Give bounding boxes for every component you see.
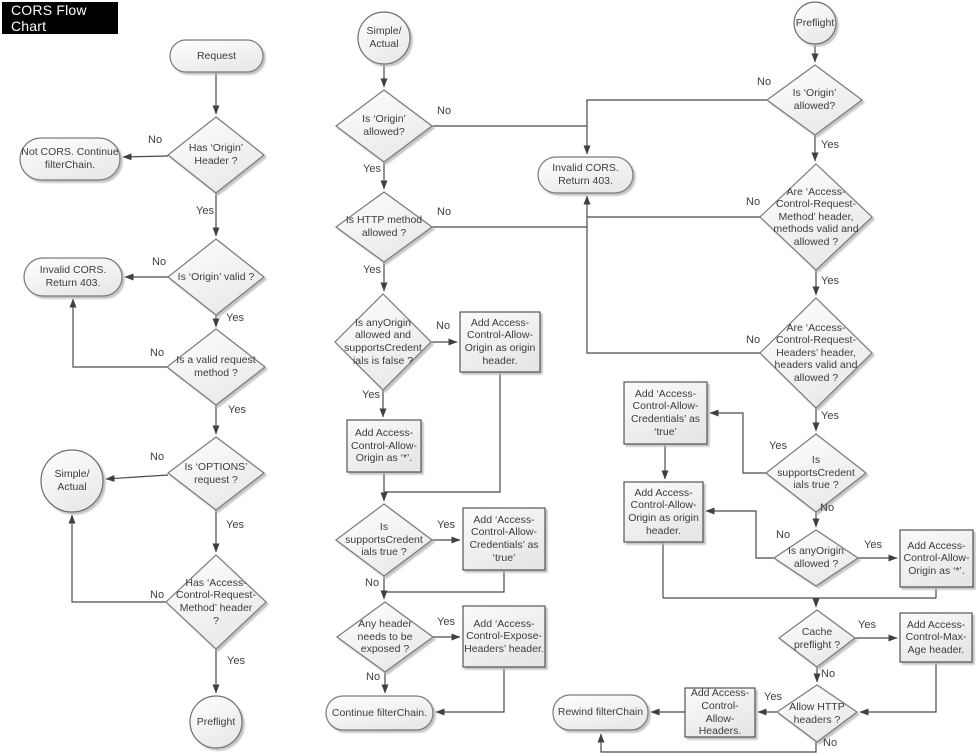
edge-label-yes: Yes (228, 404, 246, 416)
edge-label-no: No (823, 737, 838, 749)
node-not-cors: Not CORS. Continue filterChain. (21, 146, 119, 171)
node-is-origin-allowed-right: Is ‘Origin’ allowed? (792, 87, 837, 112)
node-invalid-cors-mid: Invalid CORS. Return 403. (552, 162, 619, 187)
edge-label-yes: Yes (764, 691, 782, 703)
chart-title: CORS Flow Chart (2, 2, 118, 34)
shape-has-origin-header (168, 117, 264, 193)
shape-add-acma (900, 613, 972, 662)
edge-label-no: No (150, 347, 165, 359)
shape-preflight-right (794, 2, 836, 44)
shape-are-acrh-valid (760, 298, 872, 408)
shape-preflight-left (190, 696, 242, 748)
edge-label-no: No (820, 502, 835, 514)
node-cache-preflight: Cache preflight ? (793, 625, 841, 651)
shape-is-http-method-allowed (336, 192, 432, 262)
shape-is-origin-allowed-mid (336, 90, 432, 162)
shape-cache-preflight (779, 610, 855, 667)
node-has-origin-header: Has ‘Origin’ Header ? (188, 142, 244, 167)
edge-label-no: No (150, 589, 165, 601)
shape-are-acrm-valid (760, 164, 872, 270)
node-is-options-request: Is ‘OPTIONS’ request ? (184, 460, 248, 486)
shape-is-anyorigin-supports-false (335, 294, 431, 390)
shape-simple-actual-mid (358, 12, 410, 64)
node-is-anyorigin-supports-false: Is anyOrigin allowed and supportsCredent ials is false ? (344, 316, 422, 367)
node-add-acao-star-mid: Add Access- Control-Allow- Origin as ‘*’. (351, 427, 417, 465)
node-is-valid-request-method: Is a valid request method ? (176, 354, 256, 379)
shape-add-acah (685, 688, 755, 737)
node-preflight-left: Preflight (196, 715, 236, 728)
node-add-acao-origin-right: Add Access- Control-Allow- Origin as origin header. (628, 486, 699, 537)
node-is-origin-allowed-mid: Is ‘Origin’ allowed? (362, 113, 406, 138)
shape-add-acao-star-mid (347, 420, 421, 472)
edge-label-no: No (776, 529, 791, 541)
node-rewind-filterchain: Rewind filterChain (557, 706, 644, 719)
node-allow-http-headers: Allow HTTP headers ? (789, 700, 845, 726)
node-is-anyorigin-allowed: Is anyOrigin allowed ? (787, 545, 845, 570)
shape-add-acao-star-right (900, 530, 973, 587)
edge-label-yes: Yes (821, 275, 839, 287)
node-invalid-cors-left: Invalid CORS. Return 403. (39, 264, 107, 289)
node-simple-actual-mid: Simple/ Actual (366, 25, 402, 50)
node-is-origin-valid: Is ‘Origin’ valid ? (177, 270, 255, 283)
edge-label-no: No (366, 671, 381, 683)
shape-allow-http-headers (777, 685, 857, 742)
edge-label-yes: Yes (437, 616, 455, 628)
edge-label-no: No (152, 256, 167, 268)
shape-add-acac-true-mid (463, 508, 545, 570)
edge-label-yes: Yes (437, 519, 455, 531)
shape-is-anyorigin-allowed (774, 530, 858, 586)
edge-label-yes: Yes (769, 440, 787, 452)
node-is-supports-credentials-mid: Is supportsCredent ials true ? (345, 521, 423, 559)
edge-label-no: No (757, 76, 772, 88)
edge-label-no: No (150, 451, 165, 463)
node-continue-filterchain: Continue filterChain. (331, 706, 428, 719)
shape-invalid-cors-left (24, 258, 122, 296)
node-are-acrm-valid: Are ‘Access- Control-Request- Method’ header, methods valid and allowed ? (773, 185, 859, 248)
shape-any-header-exposed (337, 602, 433, 672)
edge-label-no: No (365, 577, 380, 589)
edge-label-no: No (746, 196, 761, 208)
shape-is-valid-request-method (167, 329, 265, 405)
node-add-acac-true-mid: Add ‘Access- Control-Allow- Credentials’ as ‘true’ (469, 513, 539, 564)
edge-label-no: No (746, 334, 761, 346)
node-add-acao-origin-mid: Add Access- Control-Allow- Origin as origin header. (464, 316, 536, 367)
edge-label-no: No (437, 206, 452, 218)
shape-request (170, 40, 263, 72)
edge-label-no: No (437, 105, 452, 117)
shape-add-acao-origin-mid (460, 312, 540, 372)
edge-label-yes: Yes (226, 519, 244, 531)
edge-label-no: No (821, 668, 836, 680)
shape-rewind-filterchain (553, 695, 648, 730)
node-add-aceh: Add ‘Access- Control-Expose- Headers’ header. (464, 617, 544, 655)
edge-label-yes: Yes (363, 264, 381, 276)
node-preflight-right: Preflight (795, 16, 835, 29)
edge-label-yes: Yes (821, 410, 839, 422)
shape-continue-filterchain (326, 696, 433, 730)
edge-label-yes: Yes (858, 619, 876, 631)
shape-simple-actual-left (41, 450, 103, 512)
shape-is-supports-credentials-right (766, 434, 866, 512)
edge-label-yes: Yes (196, 205, 214, 217)
edge-label-no: No (436, 320, 451, 332)
node-is-supports-credentials-right: Is supportsCredent ials true ? (777, 454, 855, 492)
node-add-acao-star-right: Add Access- Control-Allow- Origin as ‘*’. (903, 539, 970, 577)
edge-label-yes: Yes (821, 139, 839, 151)
shape-not-cors (20, 138, 120, 180)
shape-add-aceh (463, 606, 545, 667)
node-add-acma: Add Access- Control-Max- Age header. (905, 618, 967, 656)
shape-is-origin-allowed-right (767, 65, 862, 135)
edge-label-yes: Yes (363, 163, 381, 175)
node-request: Request (196, 49, 237, 62)
node-add-acac-true-right: Add ‘Access- Control-Allow- Credentials’ as ‘true’ (630, 387, 701, 438)
node-is-http-method-allowed: Is HTTP method allowed ? (345, 214, 423, 239)
shape-is-supports-credentials-mid (336, 504, 432, 576)
shape-is-options-request (168, 437, 264, 510)
shape-invalid-cors-mid (538, 157, 633, 193)
edge-label-yes: Yes (864, 539, 882, 551)
edge-label-no: No (148, 134, 163, 146)
shape-is-origin-valid (168, 239, 264, 315)
node-simple-actual-left: Simple/ Actual (54, 468, 90, 493)
node-has-acrm-header: Has ‘Access- Control-Request- Method’ header ? (176, 576, 256, 627)
node-any-header-exposed: Any header needs to be exposed ? (357, 618, 413, 656)
edge-label-yes: Yes (227, 655, 245, 667)
shape-has-acrm-header (166, 555, 266, 649)
edge-label-yes: Yes (226, 312, 244, 324)
shape-add-acac-true-right (624, 382, 707, 444)
node-add-acah: Add Access- Control- Allow- Headers. (690, 687, 750, 738)
node-are-acrh-valid: Are ‘Access- Control-Request- Headers’ header, headers valid and allowed ? (774, 321, 858, 384)
shape-add-acao-origin-right (624, 482, 703, 542)
edge-label-yes: Yes (362, 389, 380, 401)
